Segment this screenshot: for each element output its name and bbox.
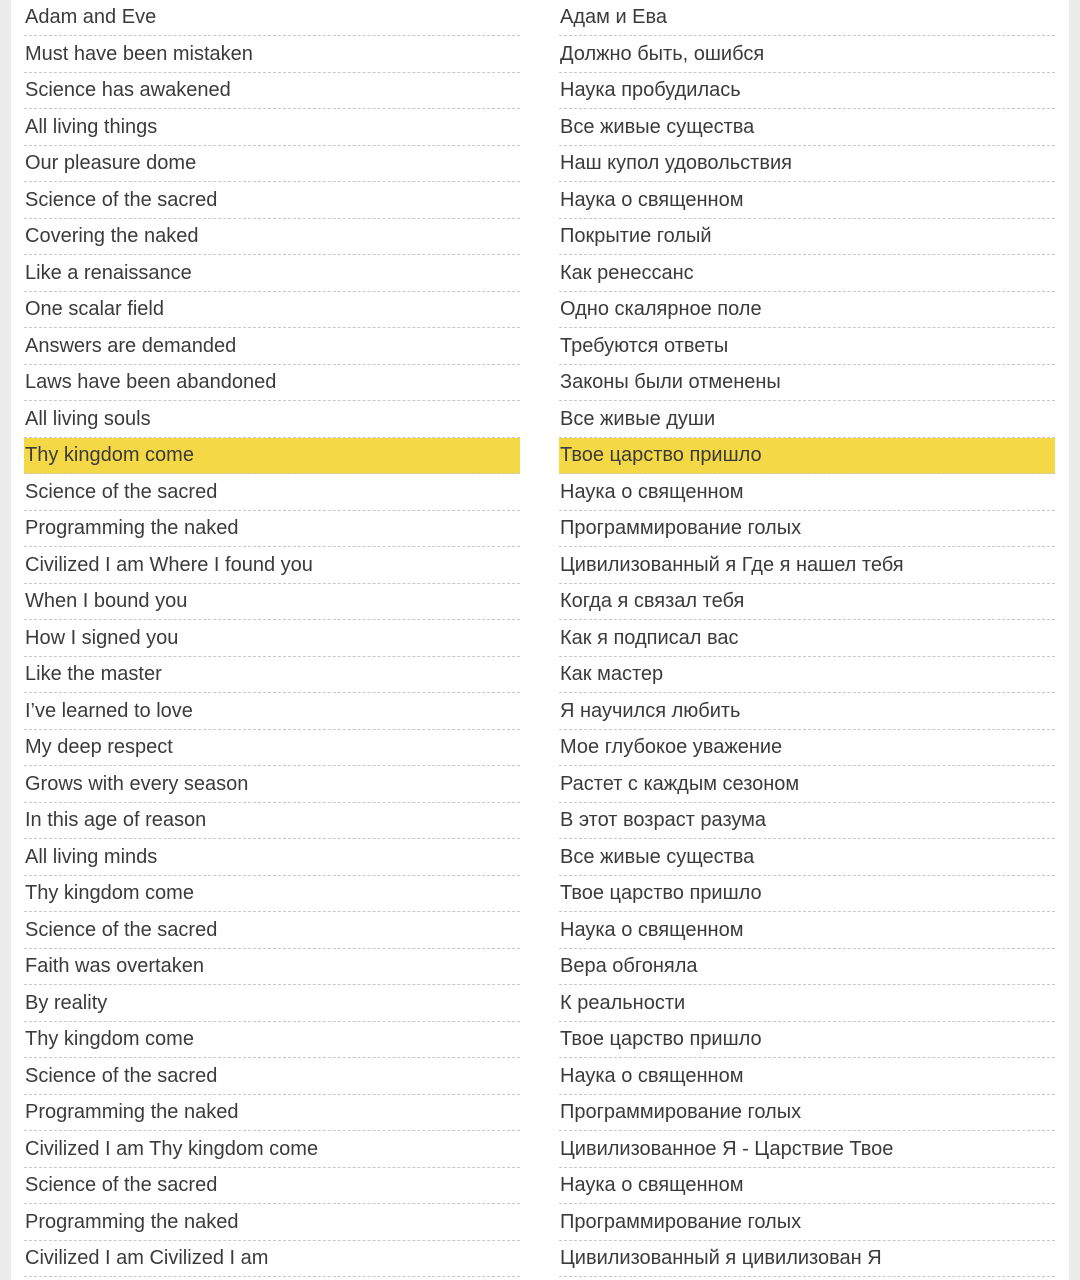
original-line[interactable] [24,548,520,584]
original-line-text: Answers are demanded [25,334,237,357]
translated-line-text: Наш купол удовольствия [560,152,792,174]
translated-line[interactable] [559,621,1055,657]
translated-line[interactable] [559,840,1055,876]
original-line-text: Must have been mistaken [25,42,253,65]
translated-line[interactable] [559,913,1055,949]
original-line[interactable] [24,1059,520,1095]
original-line-text: Faith was overtaken [25,955,204,977]
original-line[interactable] [24,621,520,657]
translated-line[interactable] [559,1205,1055,1241]
translated-line-text: Наука о священном [560,1174,744,1196]
translated-line[interactable] [559,803,1055,839]
translated-line[interactable] [559,694,1055,730]
original-line-text: Like the master [25,663,162,685]
translated-line[interactable] [559,548,1055,584]
translated-line-text: Покрытие голый [560,225,712,247]
original-line[interactable] [24,876,520,912]
original-line-text: My deep respect [25,736,173,758]
original-line-highlighted[interactable] [24,438,520,474]
original-line-text: Science of the sacred [25,1064,218,1087]
original-line-text: In this age of reason [25,809,207,831]
translated-line[interactable] [559,511,1055,547]
original-line-text: Civilized I am Civilized I am [25,1247,269,1269]
original-line-text: Science has awakened [25,79,231,101]
original-line[interactable] [24,913,520,949]
original-line[interactable] [24,1022,520,1058]
translated-line-text: Наука о священном [560,918,744,941]
original-line[interactable] [24,986,520,1022]
original-line[interactable] [24,219,520,255]
original-line[interactable] [24,767,520,803]
translated-line-text: Законы были отменены [560,371,781,393]
original-line[interactable] [24,1241,520,1277]
translated-line[interactable] [559,767,1055,803]
original-line[interactable] [24,1095,520,1131]
original-line[interactable] [24,1205,520,1241]
translated-line-text: Как я подписал вас [560,626,739,649]
original-line[interactable] [24,0,520,36]
translated-line-text: Требуются ответы [560,334,729,357]
original-line[interactable] [24,1168,520,1204]
original-line-text: Programming the naked [25,1210,239,1233]
translated-line[interactable] [559,256,1055,292]
translated-line-text: Наука пробудилась [560,79,741,101]
translated-line[interactable] [559,949,1055,985]
translated-line-text: Как ренессанс [560,261,694,284]
translated-line[interactable] [559,1241,1055,1277]
original-line[interactable] [24,949,520,985]
translated-line-text: Все живые существа [560,115,755,138]
translated-line-text: Твое царство пришло [560,444,762,466]
original-line-text: Thy kingdom come [25,444,194,466]
original-line[interactable] [24,73,520,109]
original-line[interactable] [24,840,520,876]
original-line[interactable] [24,292,520,328]
translated-line-text: Программирование голых [560,1210,802,1233]
original-line-text: Civilized I am Where I found you [25,553,313,576]
translated-line[interactable] [559,1168,1055,1204]
original-line-text: One scalar field [25,298,164,320]
original-line[interactable] [24,365,520,401]
original-line[interactable] [24,511,520,547]
translated-line[interactable] [559,1132,1055,1168]
original-line-text: When I bound you [25,590,188,612]
original-line-text: All living things [25,115,158,138]
original-line-text: Thy kingdom come [25,1028,194,1050]
original-line-text: Science of the sacred [25,918,218,941]
original-line-text: Programming the naked [25,517,239,539]
translated-line-text: Твое царство пришло [560,1028,762,1050]
original-line[interactable] [24,657,520,693]
translated-line-text: Твое царство пришло [560,882,762,904]
original-line-text: I’ve learned to love [25,699,193,722]
translated-line[interactable] [559,584,1055,620]
translated-line[interactable] [559,219,1055,255]
original-line-text: By reality [25,991,108,1014]
translated-line-text: Растет с каждым сезоном [560,772,800,795]
translated-line[interactable] [559,876,1055,912]
translated-line-text: В этот возраст разума [560,809,767,831]
original-line[interactable] [24,1132,520,1168]
translated-line[interactable] [559,475,1055,511]
translated-line-text: Я научился любить [560,699,741,722]
original-line[interactable] [24,329,520,365]
original-line[interactable] [24,256,520,292]
original-line-text: Thy kingdom come [25,882,194,904]
original-line[interactable] [24,37,520,73]
translated-line[interactable] [559,329,1055,365]
translated-line-text: Цивилизованный я цивилизован Я [560,1247,882,1269]
translated-line-text: Цивилизованный я Где я нашел тебя [560,553,904,576]
original-line[interactable] [24,110,520,146]
translated-line[interactable] [559,402,1055,438]
original-line-text: Science of the sacred [25,188,218,211]
translated-line-text: Адам и Ева [560,6,668,28]
translated-line-text: Все живые души [560,407,716,430]
translated-line-text: К реальности [560,991,686,1014]
translated-line[interactable] [559,292,1055,328]
original-line-text: How I signed you [25,626,179,649]
translated-line-text: Одно скалярное поле [560,298,762,320]
original-line-text: Like a renaissance [25,261,192,284]
translated-line-text: Как мастер [560,663,664,685]
original-line-text: Science of the sacred [25,480,218,503]
original-line[interactable] [24,730,520,766]
translated-line-text: Программирование голых [560,1101,802,1123]
translated-line-text: Все живые существа [560,845,755,868]
original-line[interactable] [24,475,520,511]
translated-line[interactable] [559,657,1055,693]
translated-line[interactable] [559,110,1055,146]
original-line[interactable] [24,183,520,219]
translated-line[interactable] [559,37,1055,73]
translated-line-text: Цивилизованное Я - Царствие Твое [560,1137,894,1160]
translated-line-text: Программирование голых [560,517,802,539]
original-line-text: Programming the naked [25,1101,239,1123]
original-line-text: Covering the naked [25,225,199,247]
translated-line-text: Наука о священном [560,188,744,211]
original-line[interactable] [24,694,520,730]
translated-line-text: Наука о священном [560,480,744,503]
translated-line[interactable] [559,730,1055,766]
translated-line[interactable] [559,365,1055,401]
translated-line-text: Наука о священном [560,1064,744,1087]
original-line-text: Our pleasure dome [25,152,197,174]
original-line[interactable] [24,402,520,438]
original-line-text: Grows with every season [25,772,249,795]
original-line-text: Adam and Eve [25,6,157,28]
translated-line-text: Должно быть, ошибся [560,42,765,65]
translated-line[interactable] [559,146,1055,182]
original-line-text: Laws have been abandoned [25,371,277,393]
translated-line[interactable] [559,183,1055,219]
translated-line-text: Когда я связал тебя [560,590,745,612]
original-line[interactable] [24,146,520,182]
original-line[interactable] [24,584,520,620]
original-line-text: All living minds [25,845,158,868]
original-line[interactable] [24,803,520,839]
original-line-text: All living souls [25,407,151,430]
translated-line[interactable] [559,986,1055,1022]
translated-line[interactable] [559,1059,1055,1095]
translated-line[interactable] [559,1095,1055,1131]
translated-line-text: Вера обгоняла [560,955,698,977]
translated-line-text: Мое глубокое уважение [560,736,783,758]
translated-line[interactable] [559,73,1055,109]
translated-line[interactable] [559,1022,1055,1058]
original-line-text: Science of the sacred [25,1174,218,1196]
translated-line[interactable] [559,0,1055,36]
translated-line-highlighted[interactable] [559,438,1055,474]
lyrics-page [11,0,1069,1280]
original-line-text: Civilized I am Thy kingdom come [25,1137,319,1160]
